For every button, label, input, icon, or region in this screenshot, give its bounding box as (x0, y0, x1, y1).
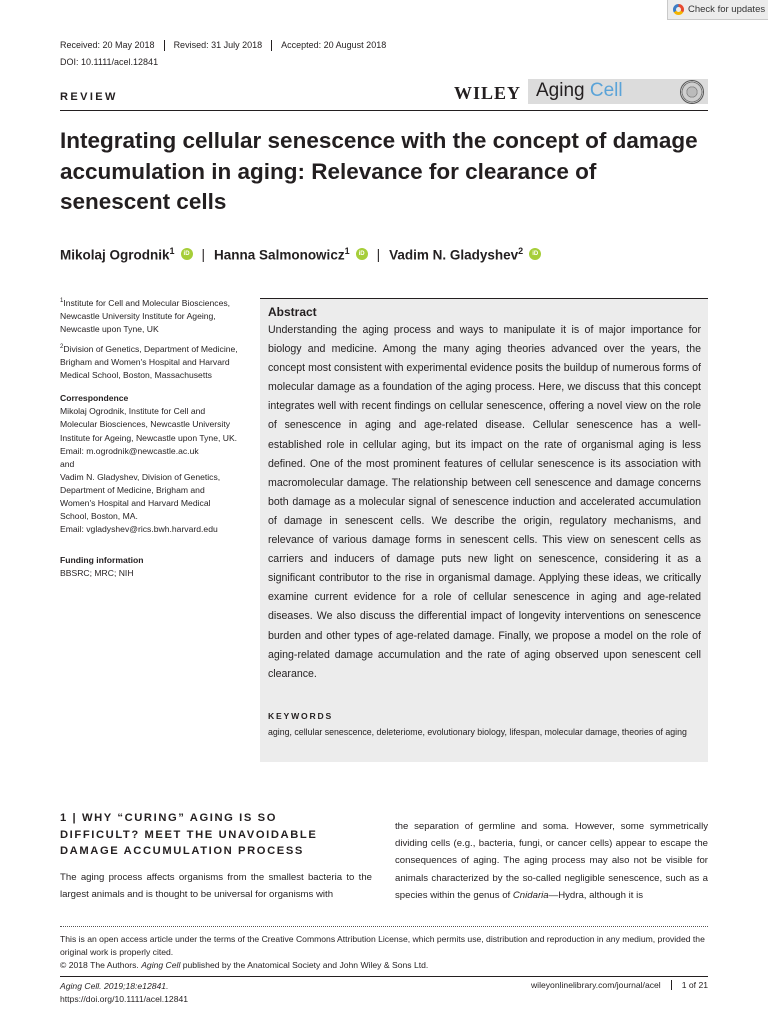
orcid-icon[interactable]: iD (356, 248, 368, 260)
correspondence-author-2: Vadim N. Gladyshev, Division of Genetics, Department of Medicine, Brigham and Women's Hospital and Harvard Medical School, Boston, MA. (60, 471, 221, 522)
check-for-updates-button[interactable] (667, 0, 768, 20)
orcid-icon[interactable]: iD (181, 248, 193, 260)
page-number: 1 of 21 (671, 980, 708, 990)
copyright-text: © 2018 The Authors. Aging Cell published by the Anatomical Society and John Wiley & Sons Ltd. (60, 960, 429, 970)
article-title: Integrating cellular senescence with the concept of damage accumulation in aging: Relevance for clearance of senescent cells (60, 128, 698, 214)
footer-divider (60, 976, 708, 977)
correspondence-label: Correspondence (60, 393, 129, 404)
author-name: Mikolaj Ogrodnik$^1$ (60, 246, 175, 263)
crossmark-icon (673, 4, 684, 15)
correspondence-email-1[interactable]: Email: m.ogrodnik@newcastle.ac.uk (60, 445, 199, 456)
journal-site-link[interactable]: wileyonlinelibrary.com/journal/acel (530, 980, 661, 990)
section-heading: 1 | WHY “CURING” AGING IS SO DIFFICULT? MEET THE UNAVOIDABLE DAMAGE ACCUMULATION PROCESS (60, 812, 318, 857)
correspondence-email-2[interactable]: Email: vgladyshev@rics.bwh.harvard.edu (60, 524, 218, 535)
correspondence-and: and (60, 458, 75, 469)
body-paragraph-col1: The aging process affects organisms from the smallest bacteria to the largest animals and is thought to be universal for organisms with (60, 872, 372, 901)
received-date: Received: 20 May 2018 (60, 40, 155, 50)
author-name: Vadim N. Gladyshev$^2$ (389, 246, 524, 263)
journal-banner (528, 79, 708, 104)
affiliation: $^1$Institute for Cell and Molecular Biosciences, Newcastle University Institute for Ageing, Newcastle upon Tyne, UK (60, 297, 231, 335)
affiliation: $^2$Division of Genetics, Department of Medicine, Brigham and Women's Hospital and Harvard Medical School, Boston, Massachusetts (60, 344, 238, 381)
article-dates (60, 40, 395, 51)
citation-text: Aging Cell. 2019;18:e12841. (60, 981, 169, 991)
correspondence-author-1: Mikolaj Ogrodnik, Institute for Cell and Molecular Biosciences, Newcastle University Institute for Ageing, Newcastle upon Tyne, UK. (60, 406, 238, 443)
orcid-icon[interactable]: iD (529, 248, 541, 260)
footer-right (531, 980, 708, 990)
section-type: REVIEW (60, 91, 118, 103)
license-divider (60, 926, 708, 927)
journal-name (536, 80, 623, 102)
society-seal-icon (680, 80, 704, 104)
header-divider (60, 110, 708, 111)
doi: DOI: 10.1111/acel.12841 (60, 57, 159, 67)
abstract-heading: Abstract (268, 305, 317, 319)
footer-citation (60, 980, 188, 1005)
revised-date: Revised: 31 July 2018 (164, 40, 272, 51)
accepted-date: Accepted: 20 August 2018 (271, 40, 395, 51)
keywords-heading: KEYWORDS (268, 711, 334, 721)
abstract-top-rule (260, 298, 708, 299)
check-for-updates-label: Check for updates (688, 4, 766, 15)
doi-link[interactable]: https://doi.org/10.1111/acel.12841 (60, 993, 189, 1004)
license-notice (60, 933, 708, 972)
author-name: Hanna Salmonowicz$^1$ (214, 246, 350, 263)
journal-name-cell: Cell (589, 80, 623, 101)
license-text: This is an open access article under the terms of the Creative Commons Attribution License, which permits use, distribution and reproduction in any medium, provided the original work is properly cited. (60, 934, 705, 957)
abstract-text: Understanding the aging process and ways to manipulate it is of major importance for biology and medicine. Among the many aging theories advanced over the years, the concept most consistent with experimental evidence posits the buildup of numerous forms of molecular damage as a foundation of the aging process. Here, we discuss that this concept integrates well with recent findings on cellular senescence, offering a novel view on the role of senescence in aging and age-related disease. Cellular senescence has a well-established role in cellular aging, but its impact on the rate of organismal aging is less defined. One of the most prominent features of cellular senescence is its association with macromolecular damage. The relationship between cell senescence and damage concerns both damage as a molecular signal of senescence induction and accelerated accumulation of damage in senescent cells. We describe the origin, regulatory mechanisms, and relevance of various damage forms in senescent cells. This view on senescent cells as carriers and inducers of damage puts new light on senescence, considering it as a significant contributor to the rise in organismal damage. Applying these ideas, we critically examine current evidence for a role of cellular senescence in aging and age-related diseases. We also discuss the differential impact of longevity interventions on senescence burden and other types of age-related damage. Finally, we propose a model on the role of aging-related damage accumulation and the rate of aging observed upon senescent cell clearance. (268, 324, 701, 680)
publisher-logo: WILEY (454, 83, 522, 103)
funding-label: Funding information (60, 555, 144, 566)
body-paragraph-col2: the separation of germline and soma. However, some symmetrically dividing cells (e.g., bacteria, fungi, or cancer cells) appear to escape the consequences of aging. The aging process may also not be visible for animals characterized by the so-called negligible senescence, such as a species within the genus of Cnidaria—Hydra, although it is (395, 821, 708, 901)
author-separator: | (376, 246, 381, 262)
article-info-sidebar (60, 295, 240, 581)
author-separator: | (201, 246, 206, 262)
keywords-list: aging, cellular senescence, deleteriome, evolutionary biology, lifespan, molecular damage, theories of aging (268, 727, 687, 737)
funding-text: BBSRC; MRC; NIH (60, 568, 134, 579)
journal-name-aging: Aging (536, 80, 585, 101)
author-list (60, 246, 541, 263)
